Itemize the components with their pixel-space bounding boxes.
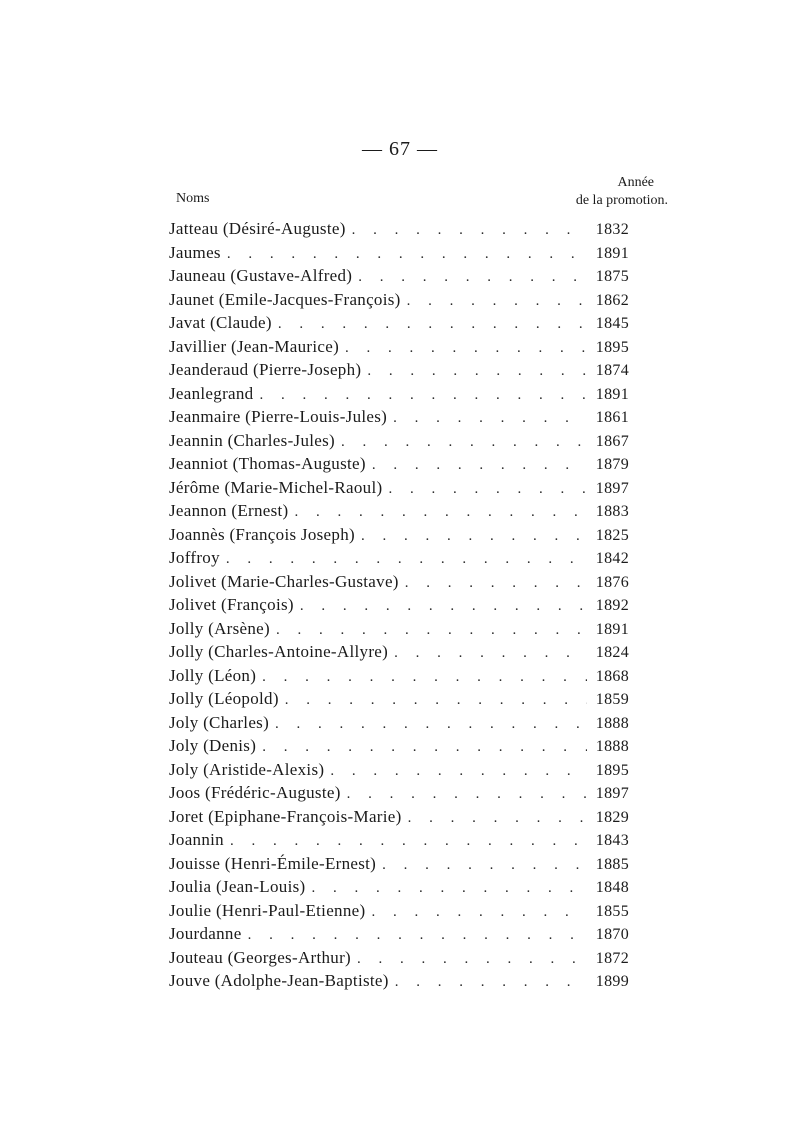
- list-item: [169, 640, 629, 664]
- entry-year: 1825: [595, 526, 629, 544]
- list-item: [169, 429, 629, 453]
- dot-leader: [311, 877, 587, 901]
- entry-year: 1872: [595, 949, 629, 967]
- dot-leader: [226, 548, 587, 572]
- entry-year: 1874: [595, 362, 629, 379]
- entry-name: Jouve (Adolphe-Jean-Baptiste): [169, 971, 389, 990]
- list-item: [169, 264, 629, 288]
- entry-name: Jaumes: [169, 242, 221, 262]
- entry-name: Jolivet (François): [169, 595, 294, 614]
- column-header-names: Noms: [176, 191, 210, 206]
- entry-name: Jolly (Léopold): [169, 689, 279, 708]
- list-item: [169, 828, 629, 852]
- list-item: [169, 617, 629, 641]
- list-item: [169, 499, 629, 523]
- list-item: [169, 781, 629, 805]
- entry-year: 1845: [595, 315, 629, 332]
- entry-name: Jeanderaud (Pierre-Joseph): [169, 360, 362, 379]
- entry-year: 1895: [595, 338, 629, 356]
- entry-year: 1891: [595, 620, 629, 638]
- entry-name: Joulia (Jean-Louis): [169, 877, 306, 896]
- dot-leader: [367, 360, 587, 384]
- entry-year: 1862: [595, 291, 629, 309]
- list-item: [169, 899, 629, 923]
- list-item: [169, 711, 629, 735]
- list-item: [169, 664, 629, 688]
- list-item: [169, 523, 629, 547]
- entry-year: 1859: [595, 691, 629, 708]
- entry-year: 1848: [595, 879, 629, 896]
- entry-year: 1824: [595, 644, 629, 661]
- dot-leader: [345, 337, 587, 361]
- page-number: — 67 —: [362, 138, 438, 160]
- dot-leader: [330, 760, 587, 784]
- list-item: [169, 758, 629, 782]
- entry-name: Javat (Claude): [169, 313, 272, 332]
- entry-name: Joulie (Henri-Paul-Etienne): [169, 900, 366, 920]
- entry-name: Joannin: [169, 830, 224, 849]
- dot-leader: [300, 595, 587, 619]
- column-header-year: [560, 174, 668, 210]
- list-item: [169, 452, 629, 476]
- list-item: [169, 922, 629, 946]
- entry-year: 1832: [595, 221, 629, 238]
- entry-name: Joannès (François Joseph): [169, 524, 355, 544]
- entry-year: 1899: [595, 973, 629, 990]
- entry-name: Joret (Epiphane-François-Marie): [169, 806, 402, 826]
- entry-year: 1883: [595, 503, 629, 520]
- dot-leader: [259, 384, 587, 408]
- dot-leader: [361, 525, 587, 549]
- list-item: [169, 405, 629, 429]
- dot-leader: [408, 807, 587, 831]
- dot-leader: [347, 783, 587, 807]
- entry-name: Joly (Charles): [169, 712, 270, 732]
- dot-leader: [372, 454, 587, 478]
- entry-name: Joffroy: [169, 548, 220, 567]
- list-item: [169, 335, 629, 359]
- entry-year: 1843: [595, 832, 629, 849]
- list-item: [169, 687, 629, 711]
- entry-name: Jolivet (Marie-Charles-Gustave): [169, 571, 399, 591]
- entry-name: Jeannin (Charles-Jules): [169, 430, 335, 450]
- dot-leader: [358, 266, 587, 290]
- list-item: [169, 734, 629, 758]
- entry-name: Jolly (Léon): [169, 665, 257, 685]
- list-item: [169, 570, 629, 594]
- entry-year: 1876: [595, 573, 629, 591]
- dot-leader: [405, 572, 587, 596]
- entry-name: Jatteau (Désiré-Auguste): [169, 219, 346, 238]
- entry-year: 1855: [595, 902, 629, 920]
- entry-year: 1868: [595, 667, 629, 685]
- entry-year: 1829: [595, 808, 629, 826]
- list-item: [169, 358, 629, 382]
- dot-leader: [388, 478, 587, 502]
- promotion-list: [169, 217, 629, 993]
- entry-name: Jérôme (Marie-Michel-Raoul): [169, 477, 383, 497]
- dot-leader: [395, 971, 587, 995]
- dot-leader: [227, 243, 587, 267]
- entry-year: 1861: [595, 409, 629, 426]
- dot-leader: [393, 407, 587, 431]
- list-item: [169, 969, 629, 993]
- dot-leader: [357, 948, 587, 972]
- entry-year: 1891: [595, 244, 629, 262]
- list-item: [169, 875, 629, 899]
- entry-name: Jouisse (Henri-Émile-Ernest): [169, 853, 377, 873]
- entry-name: Jolly (Charles-Antoine-Allyre): [169, 642, 389, 661]
- dot-leader: [278, 313, 587, 337]
- entry-year: 1842: [595, 550, 629, 567]
- dot-leader: [371, 901, 587, 925]
- entry-year: 1888: [595, 738, 629, 755]
- entry-year: 1897: [595, 479, 629, 497]
- entry-year: 1895: [595, 761, 629, 779]
- list-item: [169, 546, 629, 570]
- entry-year: 1885: [595, 855, 629, 873]
- entry-name: Jeanlegrand: [169, 383, 254, 403]
- dot-leader: [262, 736, 587, 760]
- entry-year: 1870: [595, 926, 629, 943]
- entry-year: 1879: [595, 456, 629, 473]
- entry-year: 1892: [595, 597, 629, 614]
- entry-name: Jeanmaire (Pierre-Louis-Jules): [169, 407, 388, 426]
- dot-leader: [394, 642, 587, 666]
- entry-name: Jourdanne: [169, 924, 242, 943]
- dot-leader: [285, 689, 587, 713]
- column-header-year-line2: de la promotion.: [575, 193, 668, 208]
- entry-name: Jeannon (Ernest): [169, 501, 289, 520]
- list-item: [169, 217, 629, 241]
- list-item: [169, 593, 629, 617]
- list-item: [169, 241, 629, 265]
- entry-name: Javillier (Jean-Maurice): [169, 336, 340, 356]
- dot-leader: [341, 431, 587, 455]
- entry-name: Jauneau (Gustave-Alfred): [169, 266, 353, 285]
- entry-name: Jouteau (Georges-Arthur): [169, 947, 352, 967]
- entry-year: 1875: [595, 268, 629, 285]
- dot-leader: [275, 713, 587, 737]
- entry-name: Joly (Aristide-Alexis): [169, 759, 325, 779]
- list-item: [169, 382, 629, 406]
- list-item: [169, 946, 629, 970]
- column-header-year-line1: Année: [617, 175, 654, 190]
- dot-leader: [262, 666, 587, 690]
- entry-name: Jaunet (Emile-Jacques-François): [169, 289, 401, 309]
- entry-name: Jolly (Arsène): [169, 618, 270, 638]
- entry-year: 1891: [595, 385, 629, 403]
- list-item: [169, 288, 629, 312]
- list-item: [169, 805, 629, 829]
- dot-leader: [382, 854, 587, 878]
- dot-leader: [352, 219, 587, 243]
- entry-name: Jeanniot (Thomas-Auguste): [169, 454, 366, 473]
- dot-leader: [248, 924, 587, 948]
- list-item: [169, 311, 629, 335]
- dot-leader: [407, 290, 587, 314]
- dot-leader: [276, 619, 587, 643]
- dot-leader: [230, 830, 587, 854]
- dot-leader: [295, 501, 587, 525]
- entry-name: Joos (Frédéric-Auguste): [169, 783, 341, 802]
- entry-year: 1867: [595, 432, 629, 450]
- entry-name: Joly (Denis): [169, 736, 257, 755]
- list-item: [169, 852, 629, 876]
- entry-year: 1888: [595, 714, 629, 732]
- entry-year: 1897: [595, 785, 629, 802]
- list-item: [169, 476, 629, 500]
